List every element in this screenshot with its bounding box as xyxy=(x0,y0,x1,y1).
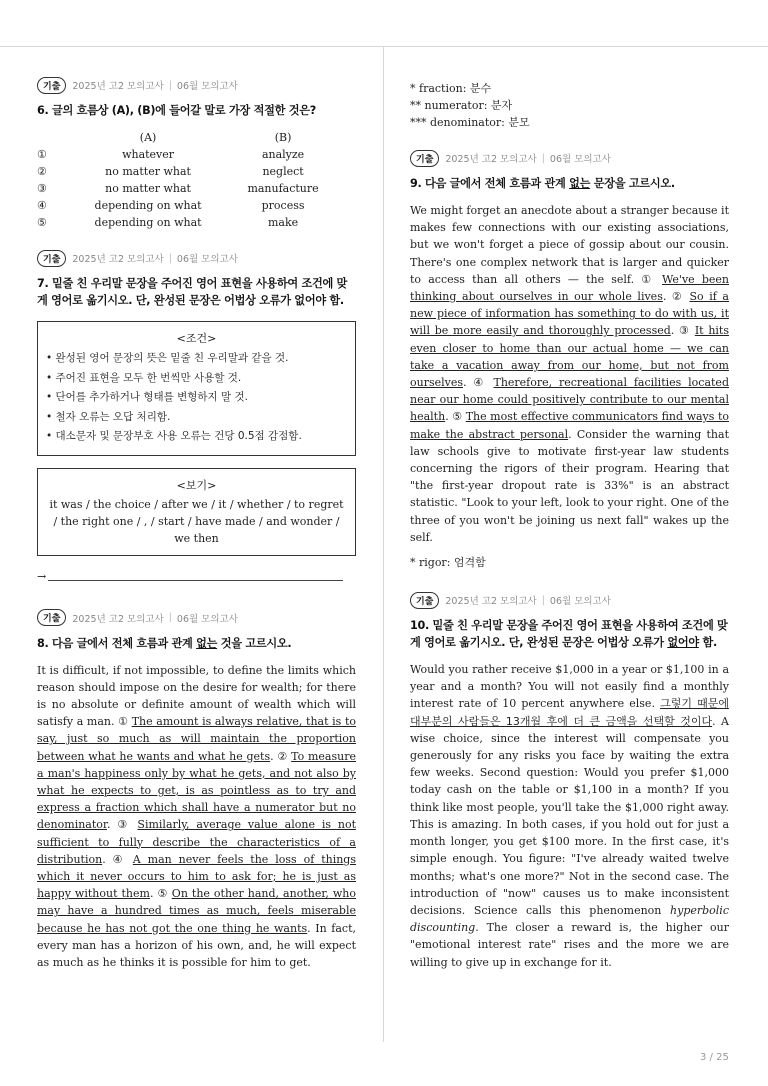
answer-blank[interactable] xyxy=(48,580,343,581)
left-column xyxy=(37,76,356,971)
header-divider xyxy=(0,46,768,47)
arrow-icon: → xyxy=(37,569,47,583)
underlined-sentence-3: It hits even closer to home than our actual home — we can take a vacation away from our home, but not from ourselves xyxy=(410,324,729,390)
choice-number: ① xyxy=(37,148,47,161)
exam-year: 2025년 고2 모의고사 xyxy=(72,81,164,92)
choice-number: ④ xyxy=(37,199,47,212)
exam-month: 06월 모의고사 xyxy=(549,154,611,165)
column-a-header: (A) xyxy=(139,131,157,144)
exam-month: 06월 모의고사 xyxy=(176,613,238,625)
choice-a: depending on what xyxy=(94,216,202,229)
question-8-tagline: 기출 2025년 고2 모의고사 | 06월 모의고사 xyxy=(37,609,356,627)
underlined-sentence-5: On the other hand, another, who may have a hundred times as much, feels miserable because he has not got the one thing he wants xyxy=(37,887,356,935)
question-10-tagline: 기출 2025년 고2 모의고사 | 06월 모의고사 xyxy=(410,591,729,609)
choice-number: ② xyxy=(37,165,47,178)
word-bank-title: <보기> xyxy=(176,478,217,492)
exam-year: 2025년 고2 모의고사 xyxy=(72,613,164,625)
condition-item: • 완성된 영어 문장의 뜻은 밑줄 친 우리말과 같을 것. xyxy=(46,349,347,369)
gloss-rigor: * rigor: 엄격함 xyxy=(410,556,486,570)
choice-b: process xyxy=(261,199,305,212)
source-badge: 기출 xyxy=(410,150,439,167)
underlined-sentence-2: To measure a man's happiness only by what he gets, and not also by what he expects to get, is as pointless as to try and express a fraction which shall have a numerator but no denominator xyxy=(37,749,356,832)
choice-row[interactable] xyxy=(37,180,337,197)
choice-row[interactable] xyxy=(37,214,337,231)
gloss-numerator: ** numerator: 분자 xyxy=(410,99,513,112)
column-divider xyxy=(383,47,384,1042)
underlined-sentence-4: A man never feels the loss of things which it never occurs to him to ask for; he is just as happy without them xyxy=(37,852,356,901)
source-badge: 기출 xyxy=(37,609,66,626)
right-column xyxy=(410,80,729,971)
underlined-sentence-4: Therefore, recreational facilities located near our home could positively contribute to our mental health xyxy=(410,376,729,424)
choice-row[interactable] xyxy=(37,197,337,214)
exam-year: 2025년 고2 모의고사 xyxy=(445,596,537,608)
question-8-title: 8. 다음 글에서 전체 흐름과 관계 없는 것을 고르시오. xyxy=(37,636,292,650)
choice-a: depending on what xyxy=(94,199,202,212)
choice-b: make xyxy=(267,216,299,229)
column-b-header: (B) xyxy=(274,131,292,144)
condition-item: • 주어진 표현을 모두 한 번씩만 사용할 것. xyxy=(46,369,347,389)
condition-item: • 대소문자 및 문장부호 사용 오류는 건당 0.5점 감점함. xyxy=(46,427,347,447)
source-badge: 기출 xyxy=(37,77,66,94)
condition-item: • 철자 오류는 오답 처리함. xyxy=(46,408,347,428)
question-9-passage: We might forget an anecdote about a stranger because it makes few connections with our existing associations, but we won't forget a piece of gossip about our cousin. There's one complex network that is larger and quicker to access than all others — the self. ① We've been thinking about ourselves in our whole lives. ② So if a new piece of information has something to do with us, it will be more easily and thoroughly processed. ③ It hits even closer to home than our actual home — we can take a vacation away from our home, but not from ourselves. ④ Therefore, recreational facilities located near our home could positively contribute to our mental health. ⑤ The most effective communicators find ways to make the abstract personal. Consider the warning that law schools give to motivate first-year law students concerning the rigors of their program. Hearing that "the first-year dropout rate is 33%" is an abstract statistic. "Look to your left, look to your right. One of the three of you won't be joining us next fall" wakes up the self. xyxy=(410,204,730,544)
choice-number: ⑤ xyxy=(37,216,47,229)
question-6-title: 6. 글의 흐름상 (A), (B)에 들어갈 말로 가장 적절한 것은? xyxy=(37,104,316,117)
choice-a: whatever xyxy=(122,148,175,161)
question-9-title: 9. 다음 글에서 전체 흐름과 관계 없는 문장을 고르시오. xyxy=(410,177,675,190)
exam-month: 06월 모의고사 xyxy=(176,254,238,265)
source-badge: 기출 xyxy=(410,592,439,609)
underlined-korean-sentence: 그렇기 때문에 대부분의 사람들은 13개월 후에 더 큰 금액을 선택할 것이다 xyxy=(410,697,729,728)
gloss-fraction: * fraction: 분수 xyxy=(410,82,492,95)
question-9-tagline: 기출 2025년 고2 모의고사 | 06월 모의고사 xyxy=(410,149,729,167)
choice-b: analyze xyxy=(261,148,305,161)
question-8-passage: It is difficult, if not impossible, to define the limits which reason should impose on the desire for wealth; for there is no absolute or definite amount of wealth which will satisfy a man. ① The amount is always relative, that is to say, just so much as will maintain the proportion between what he wants and what he gets. ② To measure a man's happiness only by what he gets, and not also by what he expects to get, is as pointless as to try and express a fraction which shall have a numerator but no denominator. ③ Similarly, average value alone is not sufficient to fully describe the characteristics of a distribution. ④ A man never feels the loss of things which it never occurs to him to ask for; he is just as happy without them. ⑤ On the other hand, another, who may have a hundred times as much, feels miserable because he has not got the one thing he wants. In fact, every man has a horizon of his own, and, he will expect as much as he thinks it is possible for him to get. xyxy=(37,663,356,969)
choice-a: no matter what xyxy=(105,165,191,178)
choice-a: no matter what xyxy=(105,182,191,195)
choice-b: neglect xyxy=(262,165,304,178)
underlined-sentence-1: We've been thinking about ourselves in our whole lives xyxy=(410,272,730,304)
question-7-title: 7. 밑줄 친 우리말 문장을 주어진 영어 표현을 사용하여 조건에 맞게 영어로 옮기시오. 단, 완성된 문장은 어법상 오류가 없어야 함. xyxy=(37,277,348,307)
exam-month: 06월 모의고사 xyxy=(549,596,611,608)
underlined-sentence-3: Similarly, average value alone is not sufficient to fully describe the characteristics of a distribution xyxy=(37,818,356,866)
exam-month: 06월 모의고사 xyxy=(176,81,238,92)
question-6-tagline: 기출 2025년 고2 모의고사 | 06월 모의고사 xyxy=(37,76,356,94)
question-6-choices xyxy=(37,129,337,231)
answer-line[interactable] xyxy=(37,570,356,583)
question-7-tagline: 기출 2025년 고2 모의고사 | 06월 모의고사 xyxy=(37,249,356,267)
exam-year: 2025년 고2 모의고사 xyxy=(72,254,164,265)
gloss-denominator: *** denominator: 분모 xyxy=(410,116,530,129)
source-badge: 기출 xyxy=(37,250,66,267)
page-number: 3 / 25 xyxy=(700,1052,729,1063)
word-bank-box xyxy=(37,468,356,556)
choice-row[interactable] xyxy=(37,146,337,163)
word-bank-words: it was / the choice / after we / it / whether / to regret / the right one / , / start / have made / and wonder / we then xyxy=(49,497,344,545)
conditions-box xyxy=(37,321,356,456)
question-10-title: 10. 밑줄 친 우리말 문장을 주어진 영어 표현을 사용하여 조건에 맞게 영어로 옮기시오. 단, 완성된 문장은 어법상 오류가 없어야 함. xyxy=(410,619,728,650)
condition-item: • 단어를 추가하거나 형태를 변형하지 말 것. xyxy=(46,388,347,408)
exam-year: 2025년 고2 모의고사 xyxy=(445,154,537,165)
question-10-passage: Would you rather receive $1,000 in a year or $1,100 in a year and a month? You will not easily find a monthly interest rate of 10 percent anywhere else. 그렇기 때문에 대부분의 사람들은 13개월 후에 더 큰 금액을 선택할 것이다. A wise choice, since the interest will compensate you generously for any risks you face by waiting the extra few weeks. Second question: Would you prefer $1,000 today cash on the table or $1,100 in a month? If you think like most people, you'll take the $1,000 right away. This is amazing. In both cases, if you hold out for just a month longer, you get $100 more. In the first case, it's simple enough. You figure: "I've already waited twelve months; what's one more?" Not in the second case. The introduction of "now" causes us to make inconsistent decisions. Science calls this phenomenon hyperbolic discounting. The closer a reward is, the higher our "emotional interest rate" rises and the more we are willing to give up in exchange for it. xyxy=(410,663,729,969)
underlined-sentence-2: So if a new piece of information has something to do with us, it will be more easily and thoroughly processed xyxy=(410,290,729,338)
underlined-sentence-1: The amount is always relative, that is to say, just so much as will maintain the proportion between what he wants and what he gets xyxy=(37,715,356,763)
conditions-title: <조건> xyxy=(176,332,217,345)
choice-row[interactable] xyxy=(37,163,337,180)
choice-number: ③ xyxy=(37,182,47,195)
choice-b: manufacture xyxy=(247,182,319,195)
italic-term: hyperbolic discounting xyxy=(410,903,729,935)
underlined-sentence-5: The most effective communicators find ways to make the abstract personal xyxy=(410,410,729,441)
